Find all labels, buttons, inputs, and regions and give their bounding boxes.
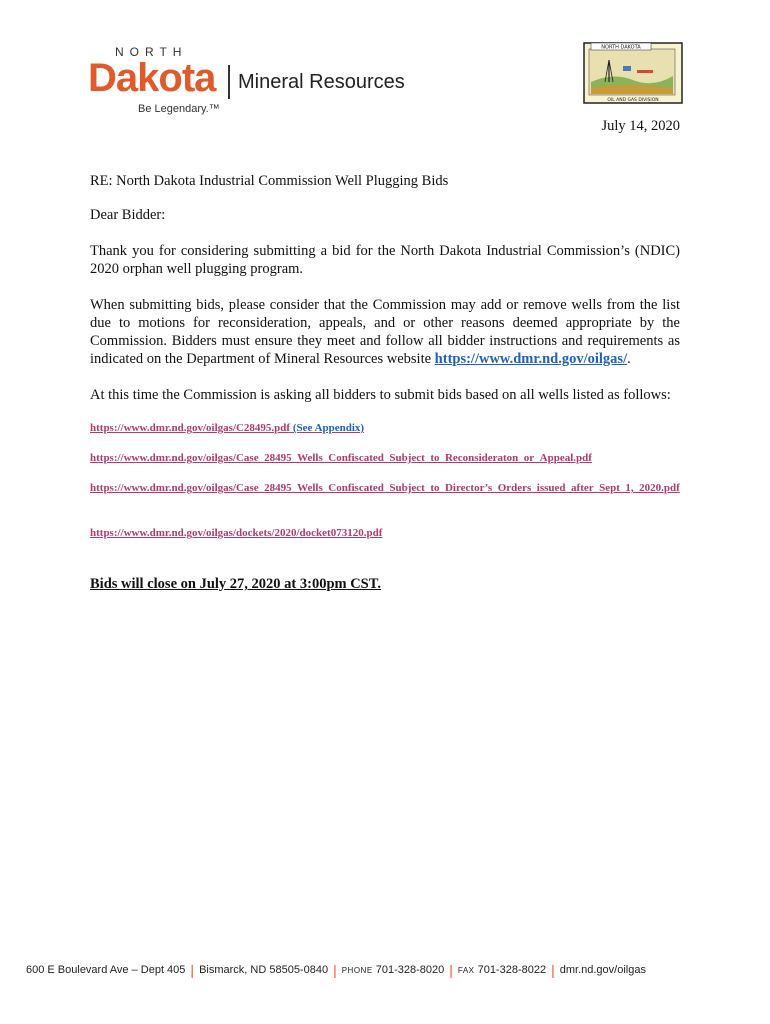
paragraph-intro: Thank you for considering submitting a bid for the North Dakota Industrial Commission’s (NDIC) 2020 orphan well plugging program.	[90, 243, 680, 277]
nd-mineral-resources-logo	[88, 45, 408, 125]
logo-division-text: Mineral Resources	[238, 71, 405, 93]
seal-top-text: NORTH DAKOTA	[601, 44, 641, 51]
paragraph-instructions-text: When submitting bids, please consider that the Commission may add or remove wells from the list due to motions for reconsideration, appeals, and or other reasons deemed appropriate by the Commission. Bidders must ensure they meet and follow all bidder instructions and requirements as indicated on the Department of Mineral Resources website	[90, 297, 680, 367]
paragraph-instructions-end: .	[627, 351, 631, 367]
logo-divider	[228, 65, 230, 99]
link-docket[interactable]: https://www.dmr.nd.gov/oilgas/dockets/2020/docket073120.pdf	[90, 527, 383, 539]
oil-gas-division-seal-icon	[583, 42, 683, 104]
footer-phone: 701-328-8020	[375, 964, 445, 976]
logo-north-text: NORTH	[115, 45, 188, 59]
footer-phone-label: PHONE	[341, 966, 373, 975]
logo-dakota-text: Dakota	[88, 56, 216, 100]
footer-fax: 701-328-8022	[477, 964, 547, 976]
link-c28495[interactable]	[90, 421, 680, 436]
footer-separator: |	[333, 962, 337, 978]
link-reconsideration-list[interactable]: https://www.dmr.nd.gov/oilgas/Case_28495_Wells_Confiscated_Subject_to_Reconsideraton_or_Appeal.pdf	[90, 452, 592, 464]
footer-separator: |	[449, 962, 453, 978]
footer-address: 600 E Boulevard Ave – Dept 405	[26, 964, 186, 976]
link-c28495-url[interactable]: https://www.dmr.nd.gov/oilgas/C28495.pdf	[90, 422, 291, 434]
bids-close-notice: Bids will close on July 27, 2020 at 3:00pm CST.	[90, 576, 381, 592]
letter-date: July 14, 2020	[601, 118, 680, 134]
footer-city: Bismarck, ND 58505-0840	[199, 964, 329, 976]
seal-bottom-text: OIL AND GAS DIVISION	[607, 98, 659, 103]
logo-tagline: Be Legendary.™	[138, 103, 220, 115]
letter-salutation: Dear Bidder:	[90, 207, 166, 223]
footer-separator: |	[190, 962, 195, 978]
letter-subject: RE: North Dakota Industrial Commission Well Plugging Bids	[90, 173, 449, 189]
paragraph-instructions	[90, 296, 680, 368]
letter-footer	[26, 962, 746, 978]
link-directors-orders-list[interactable]: https://www.dmr.nd.gov/oilgas/Case_28495_Wells_Confiscated_Subject_to_Director’s_Orders_issued_after_Sept_1,_2020.pdf	[90, 482, 680, 494]
footer-web: dmr.nd.gov/oilgas	[559, 964, 646, 976]
footer-fax-label: FAX	[457, 966, 475, 975]
dmr-website-link[interactable]: https://www.dmr.nd.gov/oilgas/	[434, 351, 628, 367]
link-c28495-note[interactable]: (See Appendix)	[290, 422, 365, 434]
footer-separator: |	[551, 962, 555, 978]
paragraph-wells-list: At this time the Commission is asking all bidders to submit bids based on all wells listed as follows:	[90, 387, 671, 403]
